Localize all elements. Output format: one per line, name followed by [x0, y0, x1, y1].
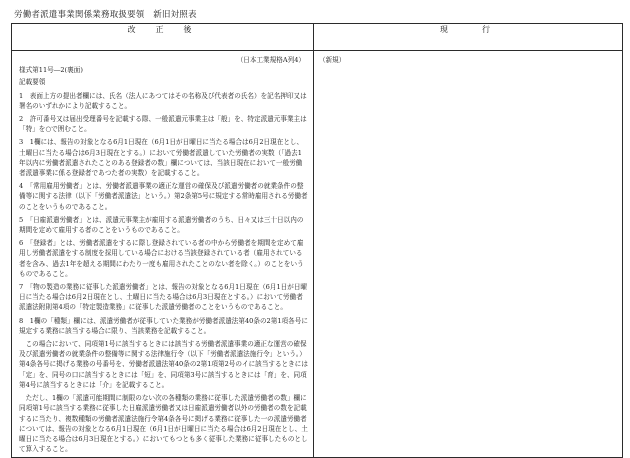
note-paragraph: 8 1欄の「種類」欄には、派遣労働者が従事していた業務が労働者派遣法第40条の2第1項各号に規定する業務に該当する場合に限り、当該業務を記載すること。: [19, 316, 308, 335]
comparison-table: [11, 23, 623, 458]
revised-column: [12, 51, 314, 458]
note-paragraph: 4 「常用雇用労働者」とは、労働者派遣事業の適正な運営の確保及び派遣労働者の就業条件の整備等に関する法律（以下「労働者派遣法」という。）第2条第5号に規定する常時雇用される労働者のことをいうものであること。: [19, 182, 308, 211]
note-paragraph: 3 1欄には、報告の対象となる6月1日現在（6月1日が日曜日に当たる場合は6月2日現在とし、土曜日に当たる場合は6月3日現在とする。）において労働者派遣していた労働者の実数（「過去1年以内に労働者派遣されたことのある登録者の数」欄については、当該日現在において一般労働者派遣事業に係る登録者であつた者の実数）を記載すること。: [19, 138, 304, 178]
revised-column-header: 改 正 後: [12, 24, 314, 51]
note-paragraph: 1 表面上方の提出者欄には、氏名（法人にあつてはその名称及び代表者の氏名）を記名押印又は署名のいずれかにより記載すること。: [19, 91, 307, 110]
current-column-header: 現 行: [314, 24, 623, 51]
document-title: 労働者派遣事業関係業務取扱要領 新旧対照表: [14, 10, 197, 20]
current-column: [314, 51, 623, 458]
paper-standard-label: （日本工業規格A列4）: [236, 56, 305, 64]
new-provision-note: （新規）: [319, 56, 346, 64]
note-paragraph: 6 「登録者」とは、労働者派遣をするに際し登録されている者の中から労働者を期間を定めて雇用し労働者派遣をする制度を採用している場合における当該登録されている者（雇用されている者を含み、過去1年を超える期間にわたり一度も雇用されたことのない者を除く。）のことをいうものであること。: [19, 239, 304, 278]
note-paragraph: 7 「物の製造の業務に従事した派遣労働者」とは、報告の対象となる6月1日現在（6月1日が日曜日に当たる場合は6月2日現在とし、土曜日に当たる場合は6月3日現在とする。）において労働者派遣法附則第4項の「特定製造業務」に従事した派遣労働者のことをいうものであること。: [19, 283, 308, 312]
note-paragraph: 2 許可番号又は届出受理番号を記載する際、一般派遣元事業主は「般」を、特定派遣元事業主は「特」を○で囲むこと。: [19, 115, 307, 134]
note-paragraph: この場合において、同項第1号に該当するときには該当する労働者派遣事業の適正な運営の確保及び派遣労働者の就業条件の整備等に関する法律施行令（以下「労働者派遣法施行令」という。）第4条各号に掲げる業務の号番号を、労働者派遣法第40条の2第1項第2号のイに該当するときには「定」を、同号の口に該当するときには「短」を、同項第3号に該当するときには「育」を、同項第4号に該当するときには「介」を記載すること。: [19, 340, 308, 389]
notes-heading: 記載要領: [19, 78, 46, 87]
note-paragraph: ただし、1欄の「派遣可能期間に制限のない次の各種類の業務に従事した派遣労働者の数」欄に同項第1号に該当する業務に従事した日雇派遣労働者又は日雇派遣労働者以外の労働者の数を記載するに当たり、複数種類の労働者派遣法施行令第4条各号に掲げる業務に従事した一の派遣労働者については、報告の対象となる6月1日現在（6月1日が日曜日に当たる場合は6月2日現在とし、土曜日に当たる場合は6月3日現在とする。）においてもつとも多く従事した業務に従事したものとして算入すること。: [19, 394, 308, 454]
form-number: 様式第11号―2(裏面): [19, 66, 83, 75]
note-paragraph: 5 「日雇派遣労働者」とは、派遣元事業主が雇用する派遣労働者のうち、日々又は三十日以内の期間を定めて雇用する者のことをいうものであること。: [19, 215, 304, 235]
